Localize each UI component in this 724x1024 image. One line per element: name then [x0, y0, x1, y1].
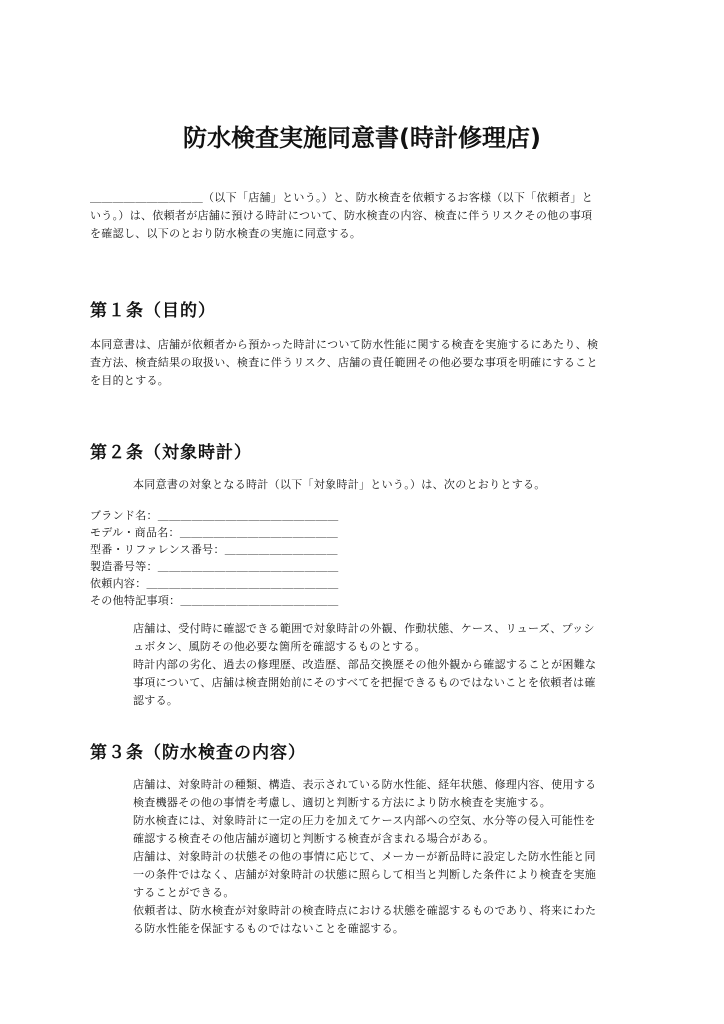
article-3-line: 検査機器その他の事情を考慮し、適切と判断する方法により防水検査を実施する。	[133, 796, 552, 809]
article-1-heading: 第１条（目的）	[90, 301, 216, 321]
article-3-line: 確認する検査その他店舗が適切と判断する検査が含まれる場合がある。	[133, 832, 495, 845]
document-title: 防水検査実施同意書(時計修理店)	[183, 124, 541, 152]
article-3-line: 防水検査には、対象時計に一定の圧力を加えてケース内部への空気、水分等の侵入可能性を	[133, 814, 596, 827]
article-3-line: 依頼者は、防水検査が対象時計の検査時点における状態を確認するものであり、将来にわた	[133, 904, 597, 917]
article-2-line: ュボタン、風防その他必要な箇所を確認するものとする。	[133, 640, 426, 653]
article-2-line: 店舗は、受付時に確認できる範囲で対象時計の外観、作動状態、ケース、リューズ、プッシ	[133, 622, 595, 635]
article-2-body	[133, 620, 638, 710]
article-3-line: することができる。	[133, 886, 235, 899]
field-brand: ブランド名：＿＿＿＿＿＿＿＿＿＿＿＿＿＿＿＿	[90, 509, 339, 522]
article-2-line: 事項について、店舗は検査開始前にそのすべてを把握できるものではないことを依頼者は確	[133, 676, 596, 689]
article-2-lead	[133, 476, 638, 494]
article-2-heading: 第２条（対象時計）	[90, 443, 252, 463]
intro-line: ＿＿＿＿＿＿＿＿＿＿（以下「店舗」という。）と、防水検査を依頼するお客様（以下「依頼者」と	[90, 191, 593, 204]
article-1-line: 本同意書は、店舗が依頼者から預かった時計について防水性能に関する検査を実施するにあたり、検	[90, 338, 599, 351]
article-3-line: 一の条件ではなく、店舗が対象時計の状態に照らして相当と判断した条件により検査を実施	[133, 868, 597, 881]
article-3-heading: 第３条（防水検査の内容）	[90, 743, 306, 763]
article-1-line: 査方法、検査結果の取扱い、検査に伴うリスク、店舗の責任範囲その他必要な事項を明確にすること	[90, 356, 598, 369]
watch-info-fields	[90, 507, 390, 609]
article-3-line: 店舗は、対象時計の状態その他の事情に応じて、メーカーが新品時に設定した防水性能と同	[133, 850, 596, 863]
field-model: モデル・商品名：＿＿＿＿＿＿＿＿＿＿＿＿＿＿	[90, 526, 339, 539]
intro-paragraph	[90, 189, 640, 243]
article-1-body	[90, 336, 640, 390]
field-serial: 製造番号等：＿＿＿＿＿＿＿＿＿＿＿＿＿＿＿＿	[90, 560, 339, 573]
article-3-line: る防水性能を保証するものではないことを確認する。	[133, 922, 405, 935]
intro-line: を確認し、以下のとおり防水検査の実施に同意する。	[90, 227, 362, 240]
article-3-body	[133, 776, 638, 938]
article-2-lead-line: 本同意書の対象となる時計（以下「対象時計」という。）は、次のとおりとする。	[133, 478, 546, 491]
article-3-line: 店舗は、対象時計の種類、構造、表示されている防水性能、経年状態、修理内容、使用する	[133, 778, 597, 791]
field-notes: その他特記事項：＿＿＿＿＿＿＿＿＿＿＿＿＿＿	[90, 594, 339, 607]
article-2-line: 認する。	[133, 694, 179, 707]
intro-line: いう。）は、依頼者が店舗に預ける時計について、防水検査の内容、検査に伴うリスクその他の事項	[90, 209, 593, 222]
field-reference: 型番・リファレンス番号：＿＿＿＿＿＿＿＿＿＿	[90, 543, 338, 556]
field-request: 依頼内容：＿＿＿＿＿＿＿＿＿＿＿＿＿＿＿＿＿	[90, 577, 339, 590]
article-1-line: を目的とする。	[90, 374, 170, 387]
article-2-line: 時計内部の劣化、過去の修理歴、改造歴、部品交換歴その他外観から確認することが困難な	[133, 658, 597, 671]
